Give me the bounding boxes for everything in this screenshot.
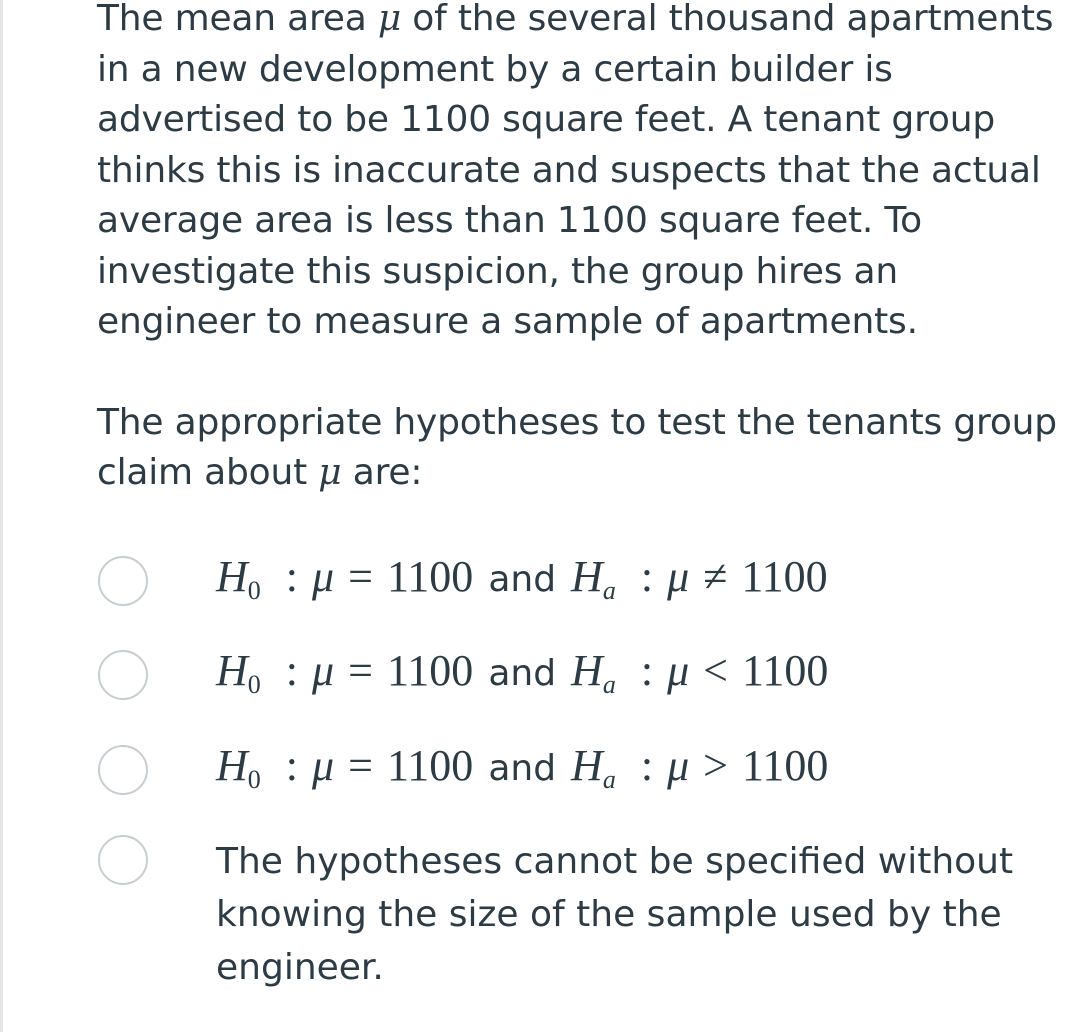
answer-label: The hypotheses cannot be specified without knowing the size of the sample used by the engineer. (216, 841, 1014, 988)
colon: : (285, 552, 299, 601)
prompt-text: are: (341, 452, 423, 493)
alt-value: 1100 (741, 552, 828, 601)
null-value: 1100 (386, 646, 474, 695)
h0-subscript: 0 (247, 576, 261, 605)
relation-sign: < (703, 646, 728, 695)
prompt-text: The appropriate hypotheses to test the tenants group claim about (97, 401, 1057, 493)
answer-label (216, 552, 828, 605)
equals-sign: = (348, 552, 373, 601)
colon: : (285, 646, 299, 695)
question-body (97, 0, 1057, 499)
mu-symbol: μ (318, 452, 342, 493)
colon: : (285, 741, 299, 790)
question-text: The mean area (97, 0, 378, 39)
h0-subscript: 0 (247, 765, 261, 794)
h0-symbol: H (216, 646, 248, 695)
mu-symbol: μ (312, 741, 335, 790)
ha-symbol: H (571, 741, 603, 790)
answer-label (216, 646, 828, 699)
and-text: and (488, 653, 557, 694)
answer-label (216, 741, 828, 794)
question-prompt (97, 398, 1057, 499)
null-value: 1100 (386, 741, 474, 790)
relation-sign: ≠ (703, 552, 728, 601)
and-text: and (488, 748, 557, 789)
equals-sign: = (348, 741, 373, 790)
ha-subscript: a (602, 670, 616, 699)
left-border (0, 0, 3, 1032)
colon: : (640, 552, 654, 601)
relation-sign: > (703, 741, 728, 790)
mu-symbol: μ (667, 741, 690, 790)
equals-sign: = (348, 646, 373, 695)
null-value: 1100 (386, 552, 474, 601)
h0-symbol: H (216, 741, 248, 790)
mu-symbol: μ (377, 0, 402, 39)
radio-button[interactable] (98, 650, 148, 700)
ha-symbol: H (571, 552, 603, 601)
and-text: and (488, 559, 557, 600)
ha-subscript: a (602, 765, 616, 794)
question-intro (97, 0, 1057, 348)
mu-symbol: μ (667, 552, 690, 601)
ha-symbol: H (571, 646, 603, 695)
mu-symbol: μ (667, 646, 690, 695)
radio-button[interactable] (98, 745, 148, 795)
alt-value: 1100 (741, 741, 829, 790)
ha-subscript: a (602, 576, 616, 605)
radio-button[interactable] (98, 835, 148, 885)
colon: : (640, 646, 654, 695)
h0-symbol: H (216, 552, 248, 601)
mu-symbol: μ (312, 552, 335, 601)
colon: : (640, 741, 654, 790)
question-text: of the several thousand apartments in a new development by a certain builder is advertised to be 1100 square feet. A tenant group thinks this is inaccurate and suspects that the actual average area is less than 1100 square feet. To investigate this suspicion, the group hires an engineer to measure a sample of apartments. (97, 0, 1054, 342)
mu-symbol: μ (312, 646, 335, 695)
radio-button[interactable] (98, 556, 148, 606)
h0-subscript: 0 (247, 670, 261, 699)
alt-value: 1100 (741, 646, 829, 695)
